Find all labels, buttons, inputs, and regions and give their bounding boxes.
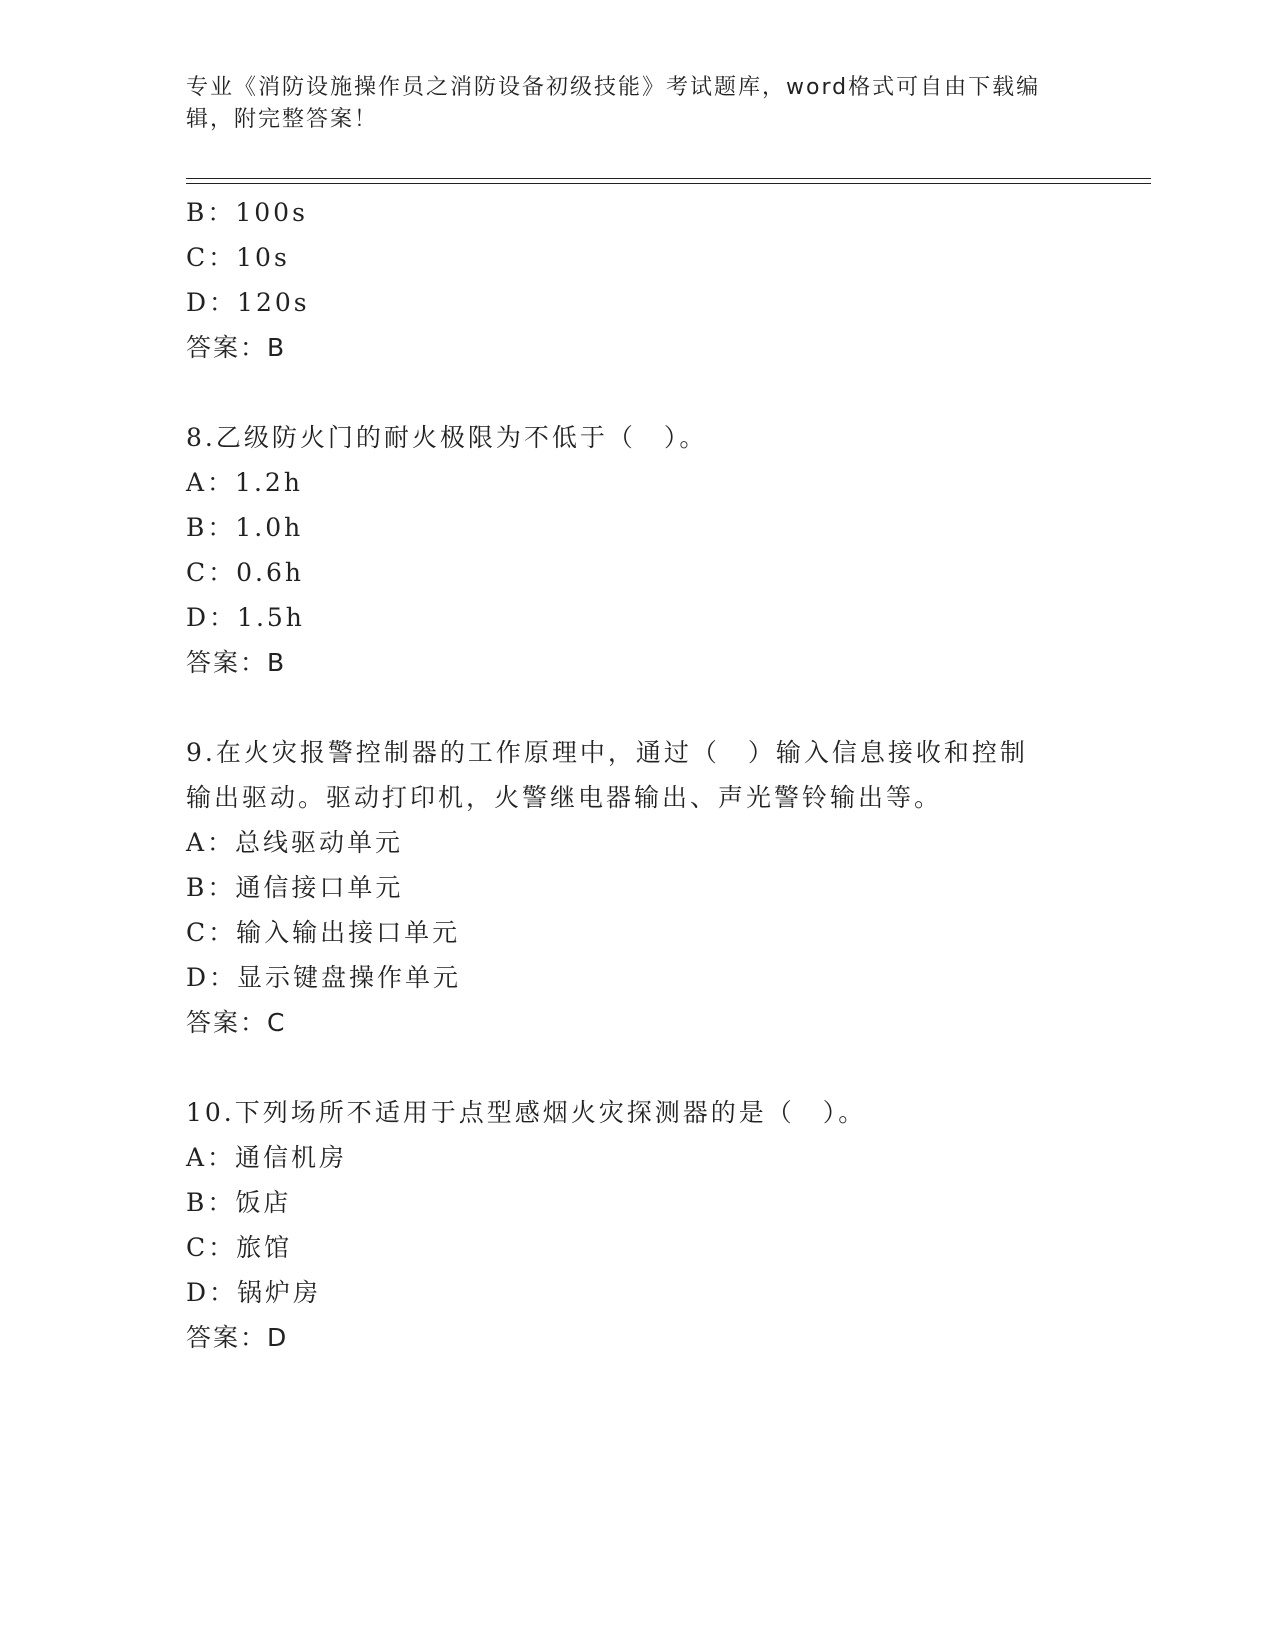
q7-answer: 答案：B — [186, 333, 287, 362]
q10-question: 10.下列场所不适用于点型感烟火灾探测器的是（ ）。 — [186, 1098, 867, 1127]
q9-option-d: D：显示键盘操作单元 — [186, 963, 462, 992]
q9-answer: 答案：C — [186, 1008, 287, 1037]
q9-question-line-1: 9.在火灾报警控制器的工作原理中，通过（ ）输入信息接收和控制 — [186, 738, 1028, 767]
q9-option-c: C：输入输出接口单元 — [186, 918, 461, 947]
q7-option-c: C：10s — [186, 243, 290, 272]
q8-option-a: A：1.2h — [186, 468, 303, 497]
q8-answer: 答案：B — [186, 648, 287, 677]
q10-option-d: D：锅炉房 — [186, 1278, 322, 1307]
q9-option-b: B：通信接口单元 — [186, 873, 404, 902]
q10-answer: 答案：D — [186, 1323, 289, 1352]
document-header: 专业《消防设施操作员之消防设备初级技能》考试题库，word格式可自由下载编辑，附完整答案！ — [186, 75, 1041, 132]
q8-option-b: B：1.0h — [186, 513, 304, 542]
q9-option-a: A：总线驱动单元 — [186, 828, 404, 857]
q8-option-d: D：1.5h — [186, 603, 305, 632]
header-divider-bottom — [186, 183, 1151, 184]
q10-option-c: C：旅馆 — [186, 1233, 293, 1262]
q8-option-c: C：0.6h — [186, 558, 304, 587]
q8-question: 8.乙级防火门的耐火极限为不低于（ ）。 — [186, 423, 708, 452]
q9-question-line-2: 输出驱动。驱动打印机，火警继电器输出、声光警铃输出等。 — [186, 783, 943, 812]
q10-option-a: A：通信机房 — [186, 1143, 348, 1172]
q7-option-b: B：100s — [186, 198, 308, 227]
header-divider-top — [186, 178, 1151, 179]
q7-option-d: D：120s — [186, 288, 310, 317]
q10-option-b: B：饭店 — [186, 1188, 292, 1217]
